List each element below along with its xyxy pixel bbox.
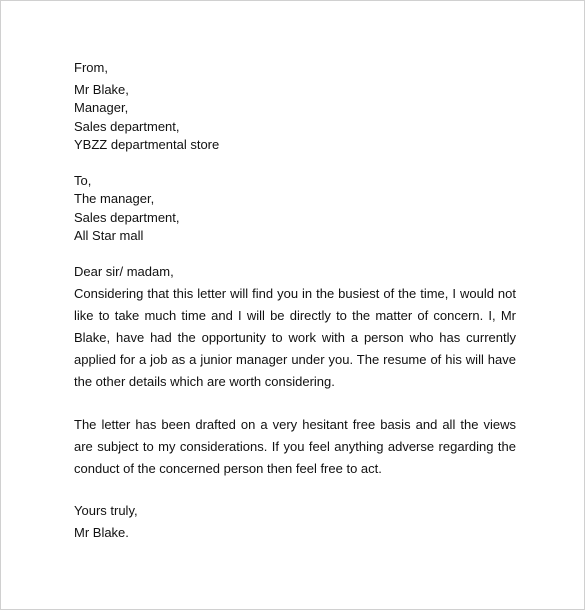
sender-title: Manager, [74, 100, 129, 115]
closing: Yours truly, [74, 503, 138, 518]
to-heading: To, [74, 172, 92, 188]
sender-name: Mr Blake, [74, 81, 129, 97]
body-paragraph-1: Considering that this letter will find you in the busiest of the time, I would not like to take much time and I will be directly to the matter of concern. I, Mr Blake, have had the opportunity to work with a person who has currently applied for a job as a junior manager under you. The resume of his will have the other details which are worth considering. [74, 286, 516, 389]
recipient-location: All Star mall [74, 228, 144, 243]
body-paragraph-2: The letter has been drafted on a very hesitant free basis and all the views are subject to my considerations. If you feel anything adverse regarding the conduct of the concerned person then feel free to act. [74, 417, 516, 476]
letter-body [74, 59, 516, 542]
recipient-address [74, 172, 516, 246]
recipient-department: Sales department, [74, 209, 180, 225]
from-heading: From, [74, 60, 108, 75]
salutation: Dear sir/ madam, [74, 263, 174, 279]
signature: Mr Blake. [74, 524, 129, 540]
recipient-title: The manager, [74, 191, 155, 206]
sender-address [74, 59, 516, 155]
sender-company: YBZZ departmental store [74, 137, 220, 152]
sender-department: Sales department, [74, 118, 180, 134]
